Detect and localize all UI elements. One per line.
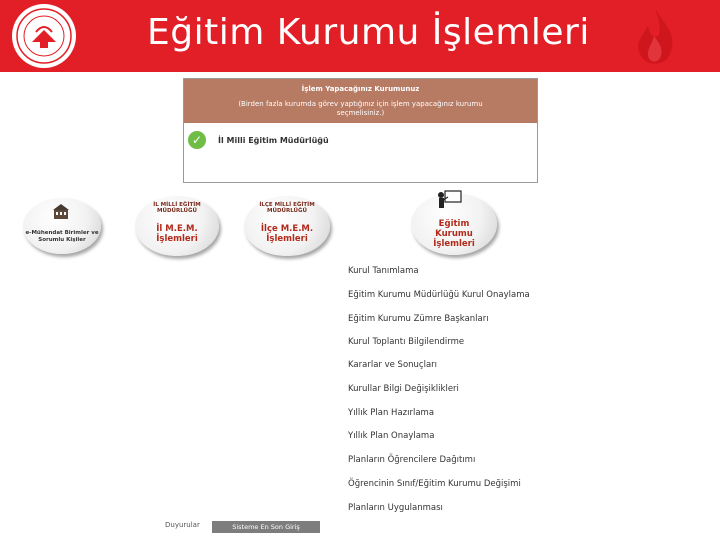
- menu-item-kurul-tanimlama[interactable]: Kurul Tanımlama: [348, 266, 419, 276]
- check-icon: ✓: [188, 131, 206, 149]
- menu-item-kararlar[interactable]: Kararlar ve Sonuçları: [348, 360, 438, 370]
- il-mem-label-2: İşlemleri: [156, 234, 198, 244]
- menu-item-plan-dagitimi[interactable]: Planların Öğrencilere Dağıtımı: [348, 455, 476, 465]
- last-login-button[interactable]: Sisteme En Son Giriş: [212, 521, 320, 533]
- ilce-mem-label-1: İlçe M.E.M.: [260, 224, 314, 234]
- header-bar: [0, 0, 720, 72]
- il-mem-label-1: İl M.E.M.: [156, 224, 198, 234]
- emuhendat-label: e-Mühendat Birimler ve Sorumlu Kişiler: [25, 230, 99, 243]
- egitim-kurumu-label-2: Kurumu: [435, 229, 473, 239]
- panel-heading: İşlem Yapacağınız Kurumunuz: [301, 85, 420, 93]
- menu-item-kurul-onaylama[interactable]: Eğitim Kurumu Müdürlüğü Kurul Onaylama: [348, 290, 530, 300]
- menu-item-ogrenci-degisimi[interactable]: Öğrencinin Sınıf/Eğitim Kurumu Değişimi: [348, 479, 521, 489]
- menu-item-bilgi-degisiklikleri[interactable]: Kurullar Bilgi Değişiklikleri: [348, 384, 459, 394]
- panel-header: [184, 79, 537, 123]
- egitim-kurumu-button[interactable]: [411, 193, 497, 255]
- school-icon: [51, 202, 71, 220]
- menu-item-plan-hazirlama[interactable]: Yıllık Plan Hazırlama: [348, 408, 435, 418]
- menu-item-toplanti-bilgilendirme[interactable]: Kurul Toplantı Bilgilendirme: [348, 337, 465, 347]
- panel-subheading: (Birden fazla kurumda görev yaptığınız için işlem yapacağınız kurumu seçmelisiniz.): [238, 100, 483, 117]
- page-title: Eğitim Kurumu İşlemleri: [147, 12, 590, 53]
- announcements-link[interactable]: Duyurular: [165, 521, 200, 529]
- emuhendat-button[interactable]: [23, 198, 101, 254]
- unit-label: İl Milli Eğitim Müdürlüğü: [218, 135, 329, 145]
- il-mem-button[interactable]: [135, 196, 219, 256]
- ilce-mem-label-2: İşlemleri: [266, 234, 308, 244]
- egitim-kurumu-label-1: Eğitim: [438, 219, 470, 229]
- flame-logo-icon: [620, 6, 690, 76]
- unit-option[interactable]: [188, 131, 329, 149]
- menu-item-zumre-baskanlari[interactable]: Eğitim Kurumu Zümre Başkanları: [348, 314, 489, 324]
- menu-item-plan-uygulanmasi[interactable]: Planların Uygulanması: [348, 503, 443, 513]
- menu-item-plan-onaylama[interactable]: Yıllık Plan Onaylama: [348, 431, 435, 441]
- teacher-board-icon: [435, 189, 463, 213]
- egitim-kurumu-label-3: İşlemleri: [433, 239, 475, 249]
- institution-select-panel: [183, 78, 538, 183]
- meb-logo-icon: [10, 2, 78, 70]
- ilce-mem-arc-text: İLÇE MİLLİ EĞİTİM MÜDÜRLÜĞÜ: [259, 202, 315, 214]
- ilce-mem-button[interactable]: [244, 196, 330, 256]
- il-mem-arc-text: İL MİLLİ EĞİTİM MÜDÜRLÜĞÜ: [153, 202, 201, 214]
